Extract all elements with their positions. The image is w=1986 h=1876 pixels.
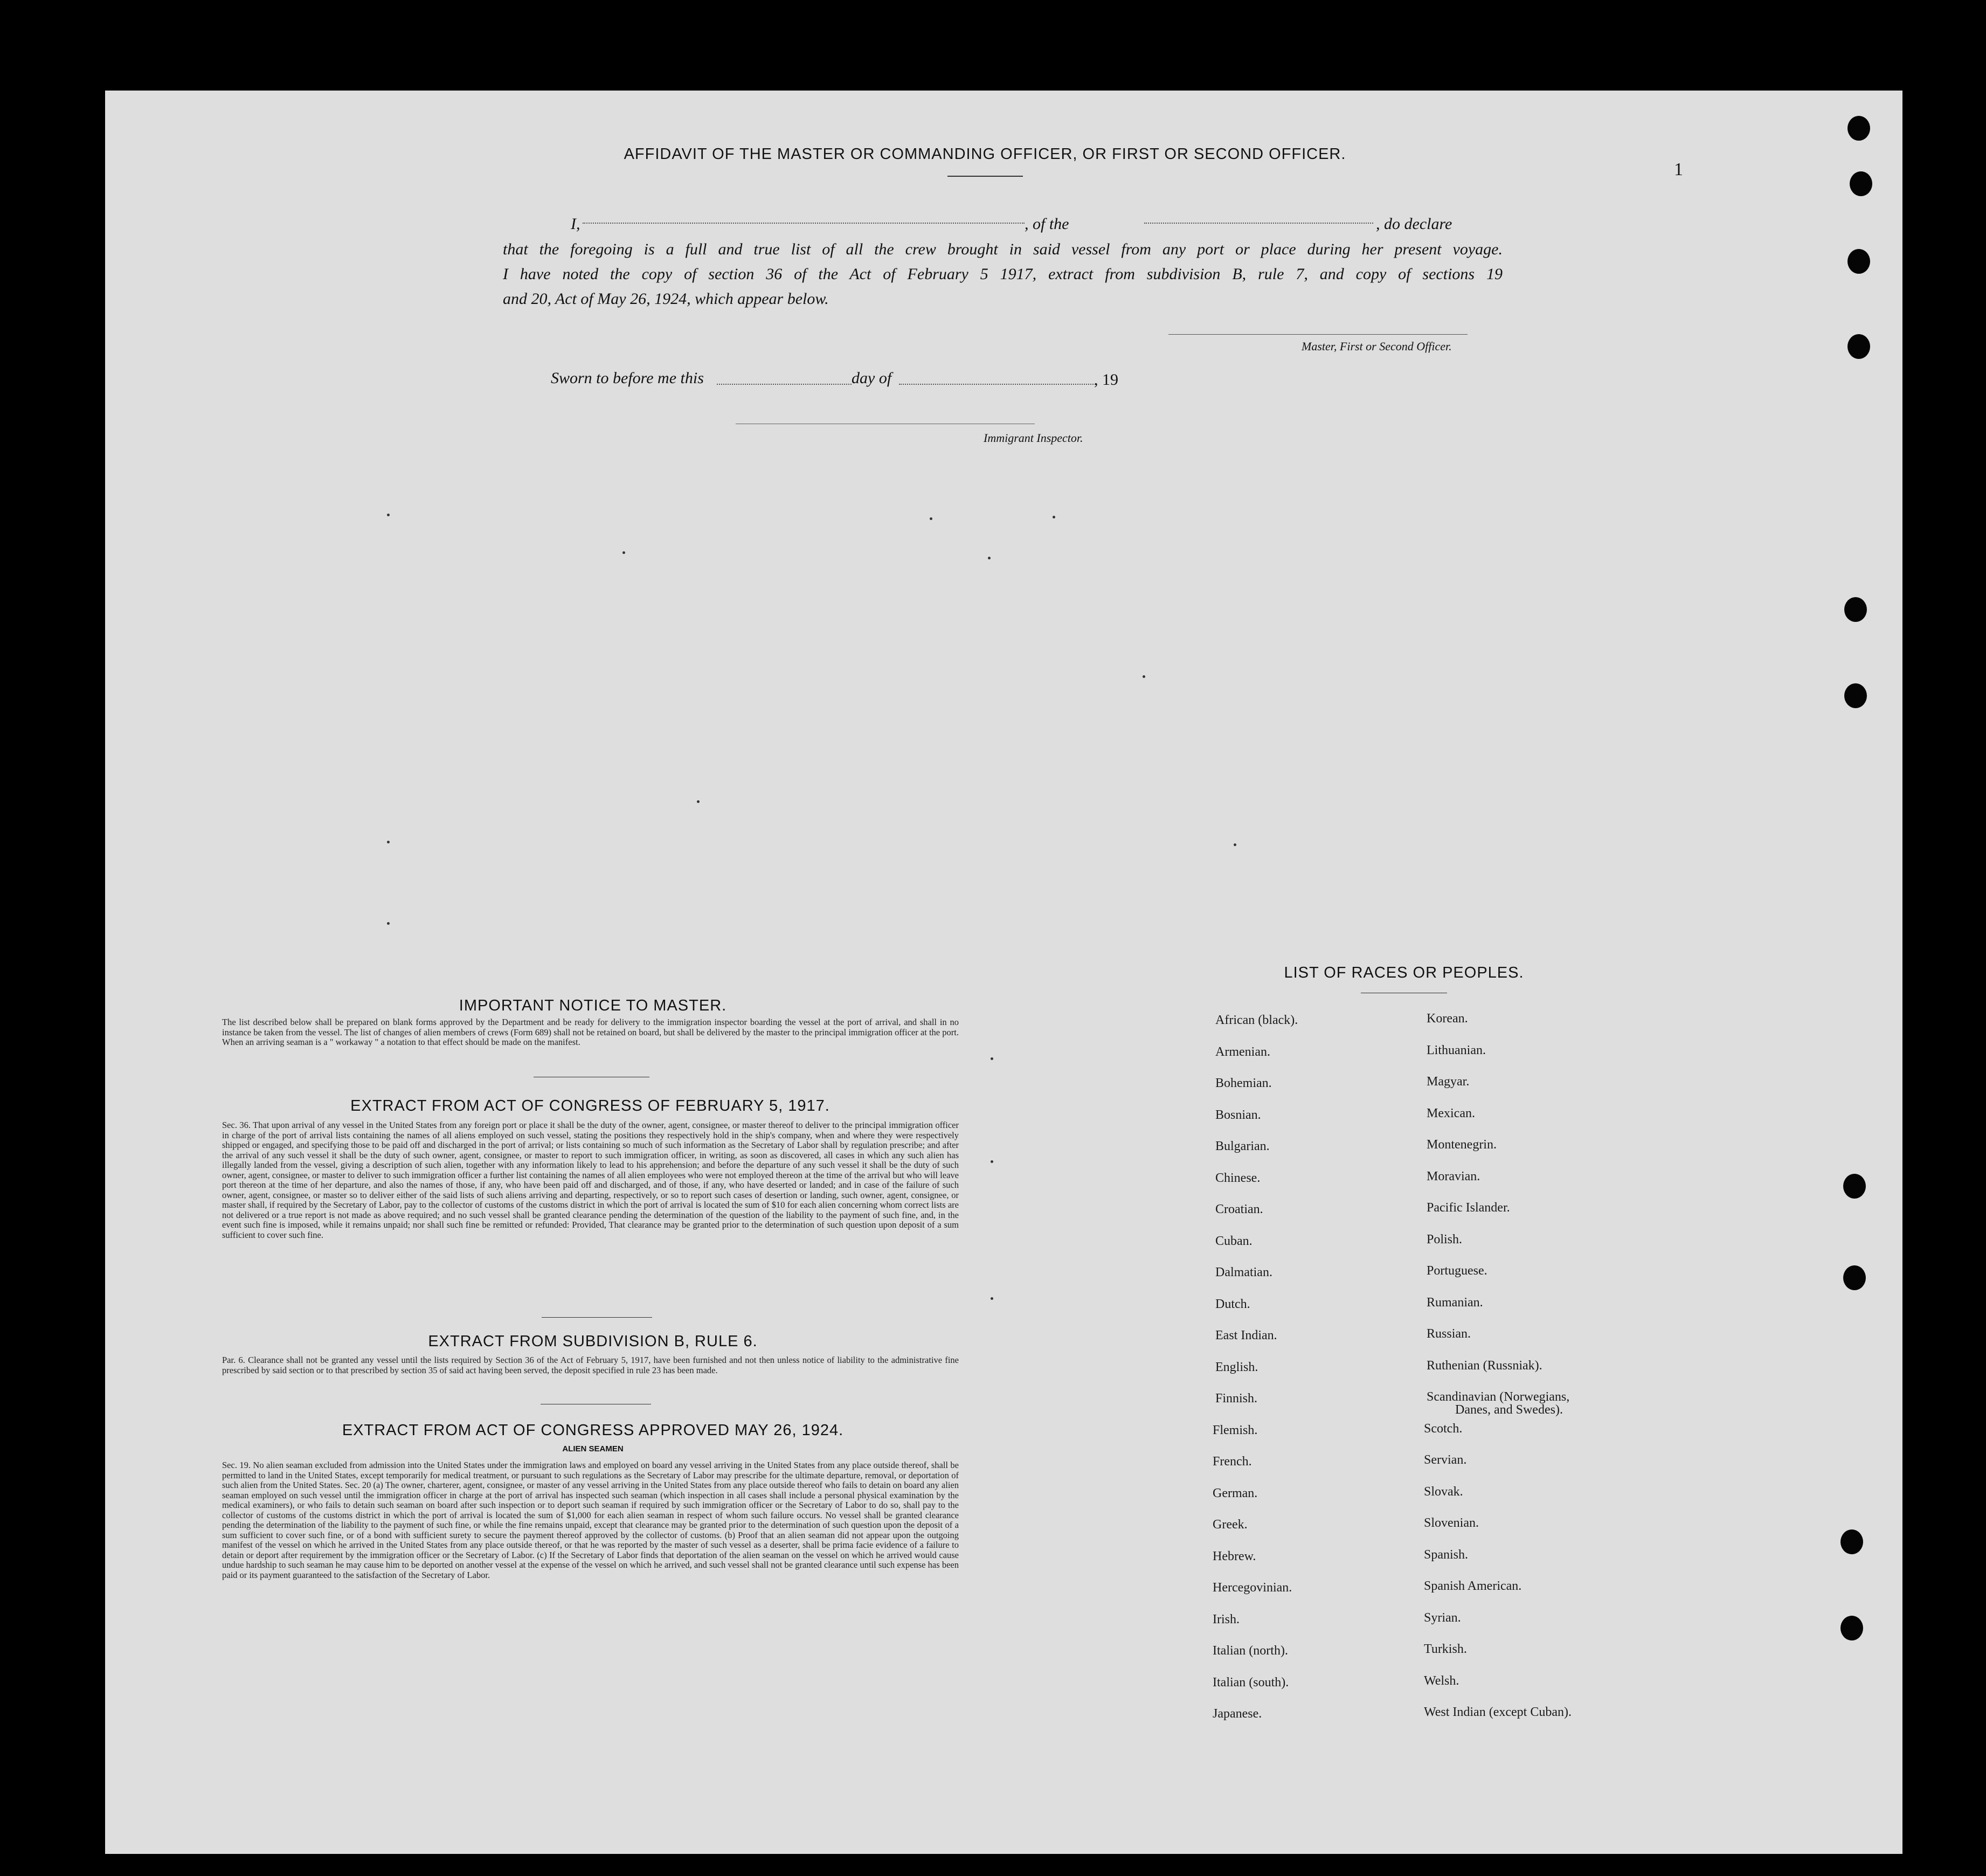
- race-item: Italian (south).: [1213, 1675, 1289, 1690]
- race-item: Cuban.: [1215, 1234, 1253, 1248]
- race-item: Mexican.: [1427, 1106, 1475, 1120]
- position-field[interactable]: [1144, 223, 1373, 224]
- speck: [697, 800, 700, 803]
- race-item: East Indian.: [1215, 1328, 1277, 1342]
- race-item: Moravian.: [1427, 1169, 1480, 1183]
- race-item: Slovenian.: [1424, 1516, 1479, 1530]
- speck: [930, 517, 932, 520]
- race-item: Scotch.: [1424, 1421, 1463, 1436]
- race-item: Bulgarian.: [1215, 1139, 1270, 1153]
- declaration-line-2: that the foregoing is a full and true list of all the crew brought in said vessel from any port or place during her present voyage.: [503, 240, 1503, 258]
- speck: [1143, 675, 1145, 678]
- race-item: Chinese.: [1215, 1171, 1261, 1185]
- race-item: Spanish.: [1424, 1547, 1469, 1562]
- race-item: Polish.: [1427, 1232, 1463, 1247]
- declaration-line-4: and 20, Act of May 26, 1924, which appear below.: [503, 290, 829, 308]
- race-item-continuation: Danes, and Swedes).: [1455, 1403, 1563, 1417]
- binder-hole: [1843, 1265, 1866, 1290]
- extract-1917-title: EXTRACT FROM ACT OF CONGRESS OF FEBRUARY 5, 1917.: [350, 1097, 830, 1114]
- race-item: Scandinavian (Norwegians,: [1427, 1390, 1570, 1404]
- race-item: Greek.: [1213, 1518, 1248, 1532]
- race-item: Syrian.: [1424, 1610, 1461, 1625]
- binder-hole: [1844, 597, 1867, 622]
- binder-hole: [1840, 1529, 1863, 1554]
- binder-hole: [1844, 683, 1867, 708]
- of-the-label: , of the: [1025, 215, 1069, 233]
- race-item: Italian (north).: [1213, 1644, 1288, 1658]
- race-item: Russian.: [1427, 1327, 1471, 1341]
- binder-hole: [1847, 334, 1870, 359]
- speck: [1053, 516, 1055, 518]
- sworn-label: Sworn to before me this: [551, 369, 704, 387]
- binder-hole: [1843, 1174, 1866, 1199]
- race-item: Lithuanian.: [1427, 1043, 1486, 1057]
- race-item: Finnish.: [1215, 1392, 1258, 1406]
- corner-mark: 1: [1674, 160, 1683, 179]
- speck: [387, 514, 390, 516]
- race-item: Hercegovinian.: [1213, 1581, 1292, 1595]
- speck: [387, 841, 390, 843]
- sworn-day-field[interactable]: [717, 384, 852, 385]
- speck: [991, 1057, 993, 1060]
- race-item: Dutch.: [1215, 1297, 1250, 1311]
- sworn-month-field[interactable]: [899, 384, 1096, 385]
- race-item: Armenian.: [1215, 1044, 1270, 1059]
- extract-1917-divider: [542, 1317, 652, 1318]
- year-label: , 19: [1094, 371, 1118, 389]
- alien-seamen-subtitle: ALIEN SEAMEN: [562, 1444, 624, 1453]
- race-item: French.: [1213, 1455, 1252, 1469]
- race-item: West Indian (except Cuban).: [1424, 1705, 1572, 1719]
- binder-hole: [1847, 116, 1870, 141]
- binder-hole: [1840, 1616, 1863, 1640]
- speck: [991, 1160, 993, 1163]
- speck: [988, 557, 991, 559]
- race-item: Turkish.: [1424, 1642, 1467, 1656]
- race-item: Rumanian.: [1427, 1295, 1483, 1310]
- speck: [1234, 843, 1236, 846]
- speck: [622, 551, 625, 554]
- inspector-caption: Immigrant Inspector.: [984, 431, 1083, 445]
- notice-text: The list described below shall be prepared on blank forms approved by the Department and be ready for delivery to the immigration inspector boarding the vessel at the port of arrival, and shall in no instance be taken from the vessel. The list of changes of alien members of crews (Form 689) shall not be retained on board, but shall be delivered by the master to the principal immigration officer at the port. When an arriving seaman is a " workaway " a notation to that effect should be made on the manifest.: [222, 1017, 959, 1047]
- race-item: Croatian.: [1215, 1202, 1263, 1216]
- day-of-label: day of: [852, 369, 892, 387]
- race-item: Hebrew.: [1213, 1549, 1256, 1563]
- race-item: Portuguese.: [1427, 1264, 1487, 1278]
- extract-1924-title: EXTRACT FROM ACT OF CONGRESS APPROVED MAY 26, 1924.: [342, 1422, 844, 1439]
- binder-hole: [1847, 249, 1870, 274]
- do-declare-label: , do declare: [1376, 215, 1452, 233]
- race-item: Bosnian.: [1215, 1107, 1261, 1122]
- title-underline: [947, 176, 1023, 177]
- subdivision-text: Par. 6. Clearance shall not be granted any vessel until the lists required by Section 36 of the Act of February 5, 1917, have been furnished and not then unless notice of liability to the administrative fine prescribed by said section or to that prescribed by section 35 of said act having been served, the deposit specified in rule 23 has been made.: [222, 1355, 959, 1375]
- race-item: Ruthenian (Russniak).: [1427, 1358, 1542, 1373]
- race-item: Welsh.: [1424, 1673, 1459, 1688]
- extract-1924-text: Sec. 19. No alien seaman excluded from admission into the United States under the immigration laws and employed on board any vessel arriving in the United States from any place outside thereof, shall be permitted to land in the United States, except temporarily for medical treatment, or pursuant to such regulations as the Secretary of Labor may prescribe for the ultimate departure, removal, or deportation of such alien from the United States. Sec. 20 (a) The owner, charterer, agent, consignee, or master of any vessel arriving in the United States from any place outside thereof who fails to detain on board any alien seaman employed on such vessel until the immigration officer in charge at the port of arrival has inspected such seaman (which inspection in all cases shall include a personal physical examination by the medical examiners), or who fails to detain such seaman on board after such inspection or to deport such seaman if required by such immigration officer or the Secretary of Labor to do so, shall pay to the collector of customs of the customs district in which the port of arrival is located the sum of $1,000 for each alien seaman in respect of whom such failure occurs. No vessel shall be granted clearance pending the determination of the liability to the payment of such fine, or while the fine remains unpaid, except that clearance may be granted prior to the determination of such question upon the deposit of a sum sufficient to cover such fine, or of a bond with sufficient surety to secure the payment thereof approved by the collector of customs. (b) Proof that an alien seaman did not appear upon the outgoing manifest of the vessel on which he arrived in the United States from any place outside thereof, or that he was reported by the master of such vessel as a deserter, shall be prima facie evidence of a failure to detain or deport after requirement by the immigration officer or the Secretary of Labor. (c) If the Secretary of Labor finds that deportation of the alien seaman on the vessel on which he arrived would cause undue hardship to such seaman he may cause him to be deported on another vessel at the expense of the vessel on which he arrived, and such vessel shall not be granted clearance until such expense has been paid or its payment guaranteed to the satisfaction of the Secretary of Labor.: [222, 1460, 959, 1580]
- race-item: Korean.: [1427, 1012, 1468, 1026]
- race-item: Slovak.: [1424, 1484, 1463, 1499]
- race-item: Pacific Islander.: [1427, 1201, 1510, 1215]
- race-item: Flemish.: [1213, 1423, 1258, 1437]
- race-item: Japanese.: [1213, 1707, 1262, 1721]
- race-item: Montenegrin.: [1427, 1138, 1497, 1152]
- race-item: Spanish American.: [1424, 1579, 1522, 1593]
- race-item: Servian.: [1424, 1453, 1467, 1467]
- races-title: LIST OF RACES OR PEOPLES.: [1284, 964, 1524, 981]
- declaration-line-3: I have noted the copy of section 36 of the Act of February 5 1917, extract from subdivision B, rule 7, and copy of sections 19: [503, 265, 1503, 283]
- extract-1917-text: Sec. 36. That upon arrival of any vessel in the United States from any foreign port or place it shall be the duty of the owner, agent, consignee, or master thereof to deliver to the principal immigration officer in charge of the port of arrival lists containing the names of all aliens employed on such vessel, stating the positions they respectively hold in the ship's company, when and where they were respectively shipped or engaged, and specifying those to be paid off and discharged in the port of arrival; or lists containing so much of such information as the Secretary of Labor shall by regulation prescribe; and after the arrival of any such vessel it shall be the duty of such owner, agent, consignee, or master to report to such immigration officer, in writing, as soon as discovered, all cases in which any such alien has illegally landed from the vessel, giving a description of such alien, together with any information likely to lead to his apprehension; and before the departure of any such vessel it shall be the duty of such owner, agent, consignee, or master to deliver to such immigration officer a further list containing the names of all alien employees who were not employed thereon at the time of the arrival but who will leave port thereon at the time of her departure, and also the names of those, if any, who have been paid off and discharged, and of those, if any, who have deserted or landed; and in case of the failure of such owner, agent, consignee, or master so to deliver either of the said lists of such aliens arriving and departing, respectively, or so to report such cases of desertion or landing, such owner, agent, consignee, or master shall, if required by the Secretary of Labor, pay to the collector of customs of the customs district in which the port of arrival is located the sum of $10 for each alien concerning whom correct lists are not delivered or a true report is not made as above required; and no such vessel shall be granted clearance pending the determination of the question of the liability to the payment of such fine, and, in the event such fine is imposed, while it remains unpaid; nor shall such fine be remitted or refunded: Provided, That clearance may be granted prior to the determination of such question upon deposit of a sum sufficient to cover such fine.: [222, 1120, 959, 1240]
- race-item: Bohemian.: [1215, 1076, 1272, 1090]
- declarant-label: I,: [571, 215, 580, 233]
- affidavit-title: AFFIDAVIT OF THE MASTER OR COMMANDING OFFICER, OR FIRST OR SECOND OFFICER.: [624, 146, 1346, 163]
- race-item: African (black).: [1215, 1013, 1298, 1027]
- race-item: English.: [1215, 1360, 1258, 1374]
- race-item: German.: [1213, 1486, 1258, 1500]
- speck: [387, 922, 390, 925]
- master-signature-line[interactable]: [1168, 334, 1468, 335]
- race-item: Magyar.: [1427, 1075, 1470, 1089]
- race-item: Irish.: [1213, 1612, 1240, 1626]
- speck: [991, 1297, 993, 1300]
- notice-title: IMPORTANT NOTICE TO MASTER.: [459, 997, 727, 1014]
- race-item: Dalmatian.: [1215, 1265, 1272, 1279]
- master-signature-caption: Master, First or Second Officer.: [1302, 340, 1452, 353]
- binder-hole: [1850, 171, 1872, 196]
- subdivision-title: EXTRACT FROM SUBDIVISION B, RULE 6.: [428, 1333, 758, 1350]
- declarant-name-field[interactable]: [583, 223, 1025, 224]
